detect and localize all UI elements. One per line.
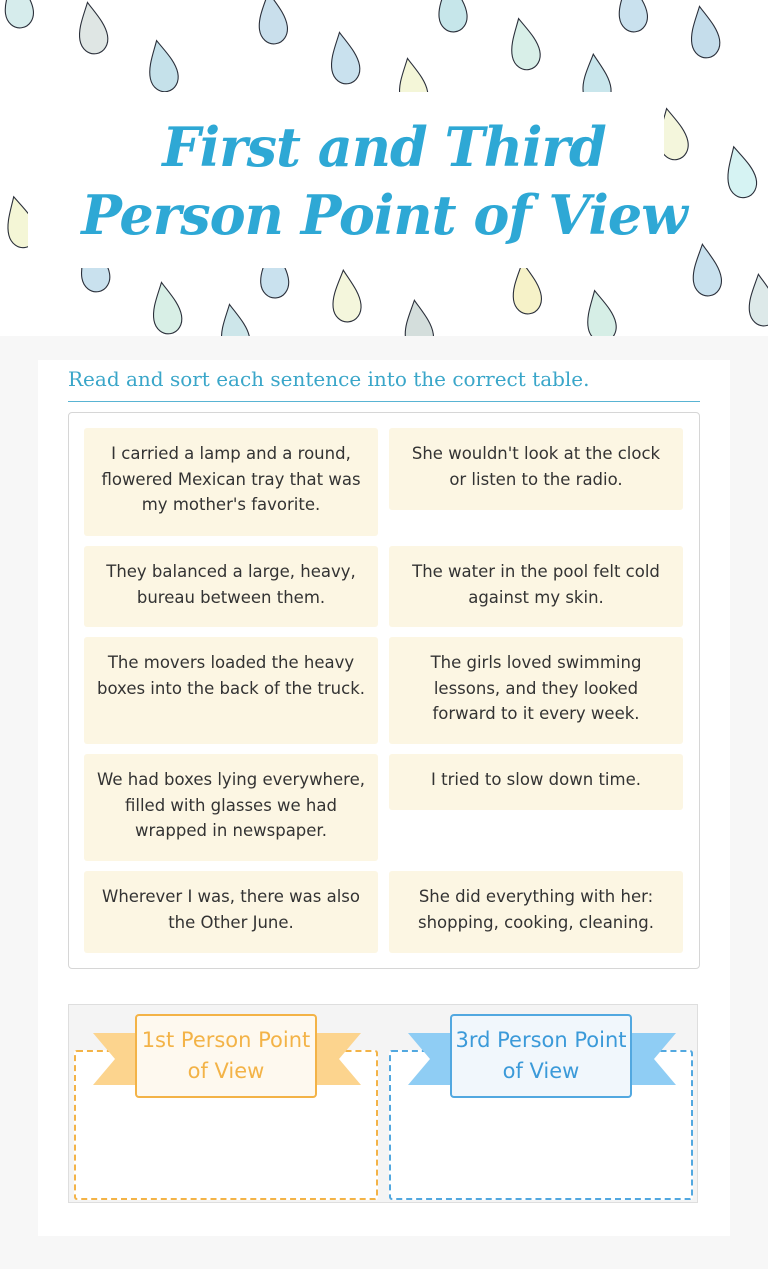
raindrop-icon [143, 38, 181, 95]
raindrop-icon [745, 272, 768, 327]
sentence-card[interactable]: I tried to slow down time. [389, 754, 683, 810]
sentence-card[interactable]: Wherever I was, there was also the Other June. [84, 871, 378, 953]
raindrop-icon [689, 242, 724, 297]
raindrop-icon [581, 288, 619, 336]
raindrop-icon [686, 4, 723, 60]
sentence-card[interactable]: She did everything with her: shopping, cooking, cleaning. [389, 871, 683, 953]
raindrop-icon [505, 16, 543, 73]
sentence-card[interactable]: She wouldn't look at the clock or listen to the radio. [389, 428, 683, 510]
worksheet-card [38, 360, 730, 1236]
first-person-label: 1st Person Point of View [135, 1014, 317, 1098]
raindrop-icon [255, 0, 290, 46]
sentence-card[interactable]: The girls loved swimming lessons, and they looked forward to it every week. [389, 637, 683, 744]
header-banner [0, 0, 768, 336]
raindrop-icon [435, 0, 468, 33]
sentence-bank [68, 412, 700, 969]
sentence-card[interactable]: The movers loaded the heavy boxes into the back of the truck. [84, 637, 378, 744]
sort-area [68, 1004, 698, 1203]
raindrop-icon [326, 30, 363, 86]
raindrop-icon [401, 298, 436, 336]
instruction-text: Read and sort each sentence into the correct table. [68, 367, 590, 391]
raindrop-icon [148, 280, 185, 336]
divider [68, 401, 700, 402]
page-title-line-1: First and Third [162, 115, 606, 179]
sentence-card[interactable]: I carried a lamp and a round, flowered Mexican tray that was my mother's favorite. [84, 428, 378, 536]
sentence-card[interactable]: We had boxes lying everywhere, filled with glasses we had wrapped in newspaper. [84, 754, 378, 861]
raindrop-icon [74, 0, 111, 56]
sentence-card[interactable]: The water in the pool felt cold against my skin. [389, 546, 683, 627]
page-title-line-2: Person Point of View [81, 183, 687, 247]
third-person-label: 3rd Person Point of View [450, 1014, 632, 1098]
raindrop-icon [615, 0, 650, 34]
raindrop-icon [216, 302, 253, 336]
raindrop-icon [1, 0, 36, 30]
sentence-card[interactable]: They balanced a large, heavy, bureau between them. [84, 546, 378, 627]
raindrop-icon [509, 260, 544, 315]
raindrop-icon [329, 269, 362, 324]
